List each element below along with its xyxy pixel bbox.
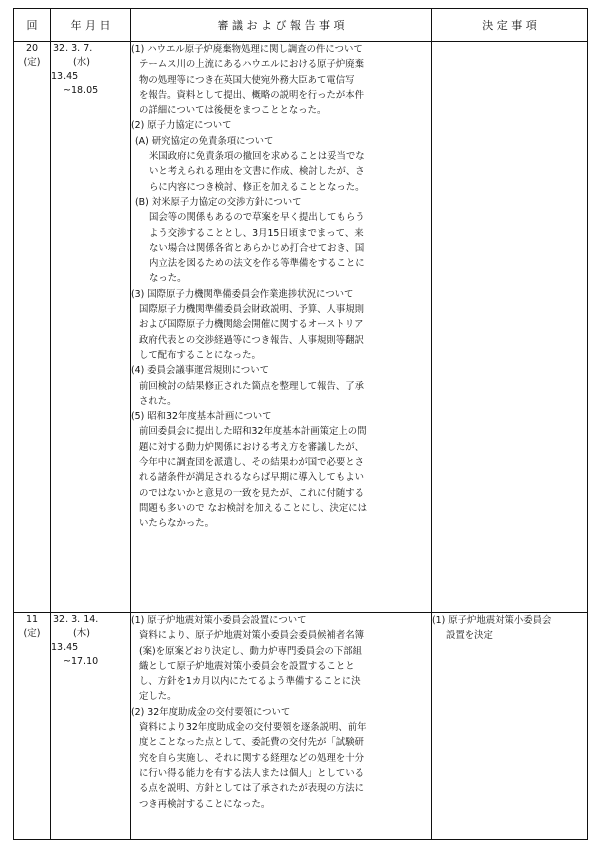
minutes-table [13, 8, 588, 840]
text-line: らに内容につき検討、修正を加えることとなった。 [149, 181, 365, 193]
session-kind: (定) [23, 57, 41, 68]
text-line: 今年中に調査団を派遣し、その結果わが国で必要とさ [139, 457, 365, 469]
text-line: 資料により、原子炉地震対策小委員会委員候補者名簿 [139, 630, 365, 642]
item-title: (1) ハウエル原子炉廃棄物処理に関し調査の件について [131, 44, 363, 55]
date-line: 32. 3. 7. [53, 43, 93, 54]
text-line: し、方針を1カ月以内にたてるよう準備することに決 [139, 676, 361, 688]
item-title: (2) 原子力協定について [131, 120, 232, 132]
text-line: つき再検討することになった。 [139, 798, 271, 810]
session-cell [14, 613, 51, 840]
weekday: (水) [73, 57, 90, 68]
text-line: なった。 [149, 273, 187, 285]
item-text [131, 302, 431, 363]
sub-item-text [131, 210, 431, 286]
text-line: 度とことなった点として、委託費の交付先が「試験研 [139, 737, 364, 749]
sub-item-title: (A) 研究協定の免責条項について [135, 135, 274, 147]
text-line: 物の処理等につき在英国大使宛外務大臣あて電信写 [139, 74, 355, 86]
agenda-cell [131, 613, 432, 840]
text-line: 織として原子炉地震対策小委員会を設置することと [139, 660, 355, 672]
header-date: 年 月 日 [51, 9, 131, 42]
decision-item: (1) 原子炉地震対策小委員会 [432, 615, 552, 626]
text-line: 資料により32年度助成金の交付要領を逐条説明、前年 [139, 722, 367, 734]
item-title: (3) 国際原子力機関準備委員会作業進捗状況について [131, 288, 354, 300]
text-line: 国際原子力機関準備委員会財政説明、予算、人事規則 [139, 304, 365, 316]
date-cell [51, 613, 131, 840]
decision-item-cont: 設置を決定 [446, 630, 493, 642]
date-cell [51, 42, 131, 613]
header-agenda: 審 議 お よ び 報 告 事 項 [131, 9, 432, 42]
text-line: いたらなかった。 [139, 518, 215, 530]
text-line: して配布することになった。 [139, 349, 261, 361]
date-line: 32. 3. 14. [53, 614, 99, 625]
session-cell [14, 42, 51, 613]
time-end: ~18.05 [63, 85, 99, 96]
session-number: 11 [25, 614, 39, 625]
text-line: ない場合は関係各省とあらかじめ打合せておき、国 [149, 242, 365, 254]
text-line: (案)を原案どおり決定し、動力炉専門委員会の下部組 [139, 645, 362, 657]
text-line: 前回検討の結果修正された箇点を整理して報告、了承 [139, 380, 365, 392]
text-line: 問題も多いので なお検討を加えることにし、決定には [139, 502, 367, 514]
text-line: を報告。資料として提出、概略の説明を行ったが本件 [139, 89, 365, 101]
item-text [131, 379, 431, 410]
text-line: テームス川の上流にあるハウエルにおける原子炉廃棄 [139, 59, 365, 71]
text-line: 前回委員会に提出した昭和32年度基本計画策定上の問 [139, 426, 367, 438]
text-line: された。 [139, 395, 177, 407]
time-end: ~17.10 [63, 656, 99, 667]
text-line: 政府代表との交渉経過等につき報告、人事規則等翻訳 [139, 334, 364, 346]
sub-item-title: (B) 対米原子力協定の交渉方針について [135, 196, 302, 208]
text-line: 内立法を図るための法文を作る等準備をすることに [149, 258, 365, 270]
text-line: 定した。 [139, 691, 177, 703]
header-row [14, 9, 588, 42]
text-line: のではないかと意見の一致を見たが、これに付随する [139, 487, 365, 499]
time-start: 13.45 [51, 642, 79, 653]
decision-cell [432, 42, 588, 613]
text-line: および国際原子力機関総会開催に関するオーストリア [139, 319, 364, 331]
item-text [131, 57, 431, 118]
text-line: る点を説明、方針としては了承されたが表現の方法に [139, 783, 365, 795]
item-title: (1) 原子炉地震対策小委員会設置について [131, 615, 307, 626]
agenda-cell [131, 42, 432, 613]
table-row [14, 613, 588, 840]
text-line: れる諸条件が満足されるならば早期に導入してもよい [139, 472, 365, 484]
item-text [131, 720, 431, 812]
session-number: 20 [25, 43, 39, 54]
text-line: に行い得る能力を有する法人または個人」としている [139, 767, 365, 779]
text-line: 究を自ら実施し、それに関する経理などの処理を十分 [139, 752, 365, 764]
item-text [131, 628, 431, 704]
text-line: 国会等の関係もあるので草案を早く提出してもらう [149, 212, 365, 224]
decision-cell [432, 613, 588, 840]
session-kind: (定) [23, 628, 41, 639]
header-decision: 決 定 事 項 [432, 9, 588, 42]
text-line: 題に対する動力炉関係における考え方を審議したが、 [139, 441, 365, 453]
item-title: (2) 32年度助成金の交付要領について [131, 706, 291, 718]
item-text [131, 424, 431, 531]
time-start: 13.45 [51, 71, 79, 82]
text-line: 米国政府に免責条項の撤回を求めることは妥当でな [149, 151, 365, 163]
header-session: 回 [14, 9, 51, 42]
weekday: (木) [73, 628, 90, 639]
table-row [14, 42, 588, 613]
sub-item-text [131, 149, 431, 195]
text-line: いと考えられる理由を文書に作成、検討したが、さ [149, 166, 365, 178]
item-title: (4) 委員会議事運営規則について [131, 365, 269, 377]
text-line: の詳細については後便をまつこととなった。 [139, 105, 327, 117]
text-line: よう交渉することとし、3月15日頃までまって、来 [149, 227, 364, 239]
item-title: (5) 昭和32年度基本計画について [131, 411, 272, 423]
